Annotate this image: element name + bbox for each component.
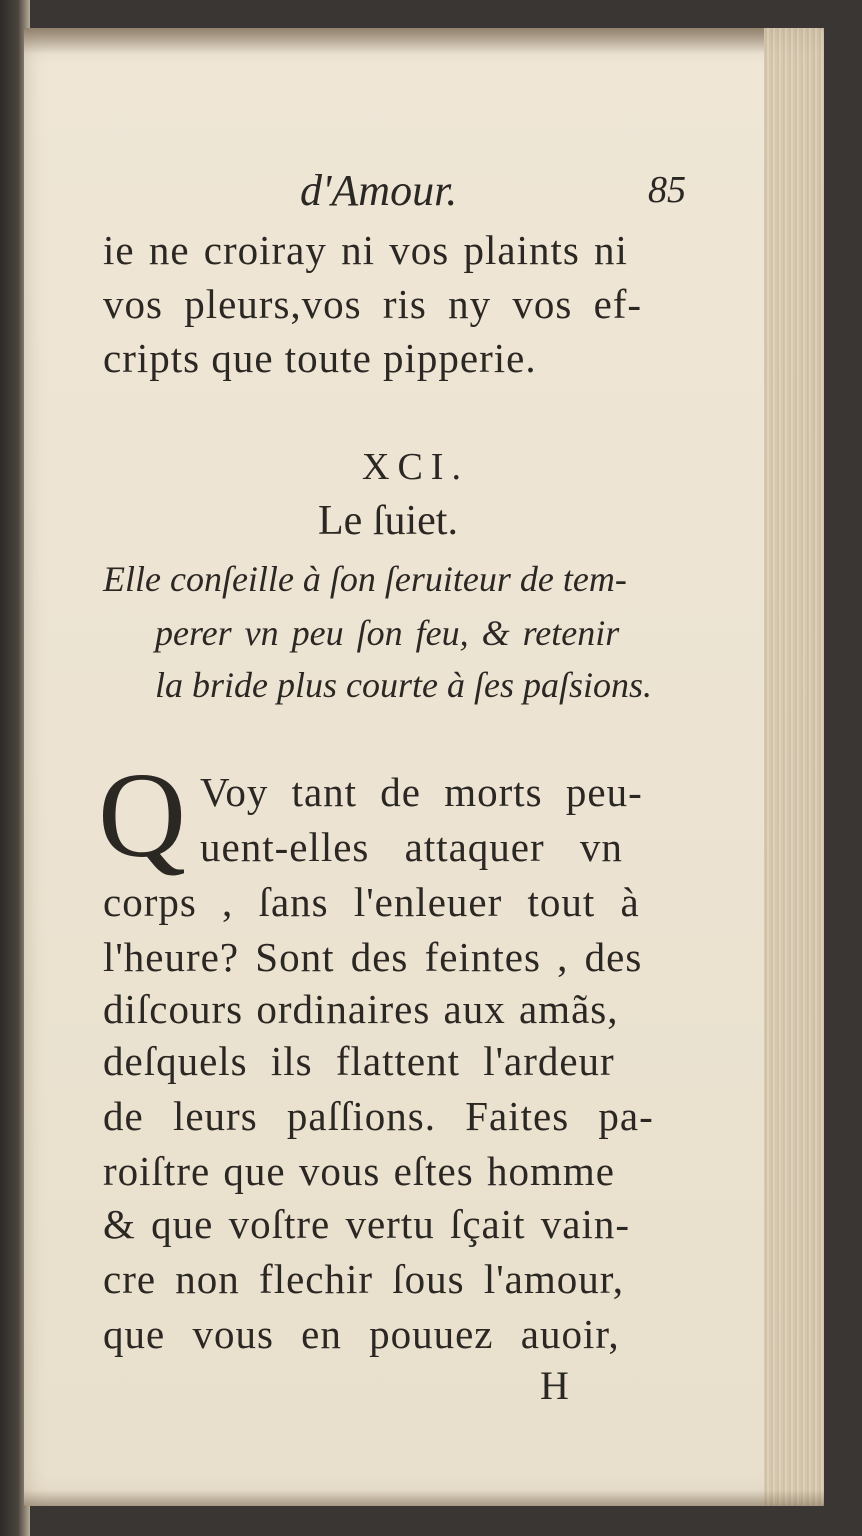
body-line: & que voſtre vertu ſçait vain- [103,1201,631,1247]
subject-heading: Le ſuiet. [318,498,458,544]
page-bottom-shadow [24,1490,824,1506]
body-line: deſquels ils flattent l'ardeur [103,1038,615,1084]
body-line: corps , ſans l'enleuer tout à [103,879,640,925]
summary-line: la bride plus courte à ſes paſsions. [155,665,652,705]
carryover-line: ie ne croiray ni vos plaints ni [103,227,628,273]
summary-line: perer vn peu ſon feu, & retenir [155,613,620,653]
running-head-title: d'Amour. [300,166,458,215]
body-line: cre non flechir ſous l'amour, [103,1256,625,1302]
body-line: Voy tant de morts peu- [200,769,643,815]
summary-line: Elle conſeille à ſon ſeruiteur de tem- [103,559,627,599]
body-line: diſcours ordinaires aux amãs, [103,986,619,1032]
body-line: uent-elles attaquer vn [200,824,623,870]
body-line: roiſtre que vous eſtes homme [103,1148,615,1194]
signature-mark: H [540,1363,569,1408]
body-line: que vous en pouuez auoir, [103,1311,620,1357]
drop-cap: Q [98,748,187,883]
section-number: XCI. [362,446,469,488]
page-edges [764,28,824,1506]
body-line: l'heure? Sont des feintes , des [103,934,643,980]
body-line: de leurs paſſions. Faites pa- [103,1093,654,1139]
carryover-line: vos pleurs,vos ris ny vos ef- [103,281,643,327]
page-number: 85 [648,169,686,211]
page-top-shadow [24,28,824,54]
carryover-line: cripts que toute pipperie. [103,335,537,381]
